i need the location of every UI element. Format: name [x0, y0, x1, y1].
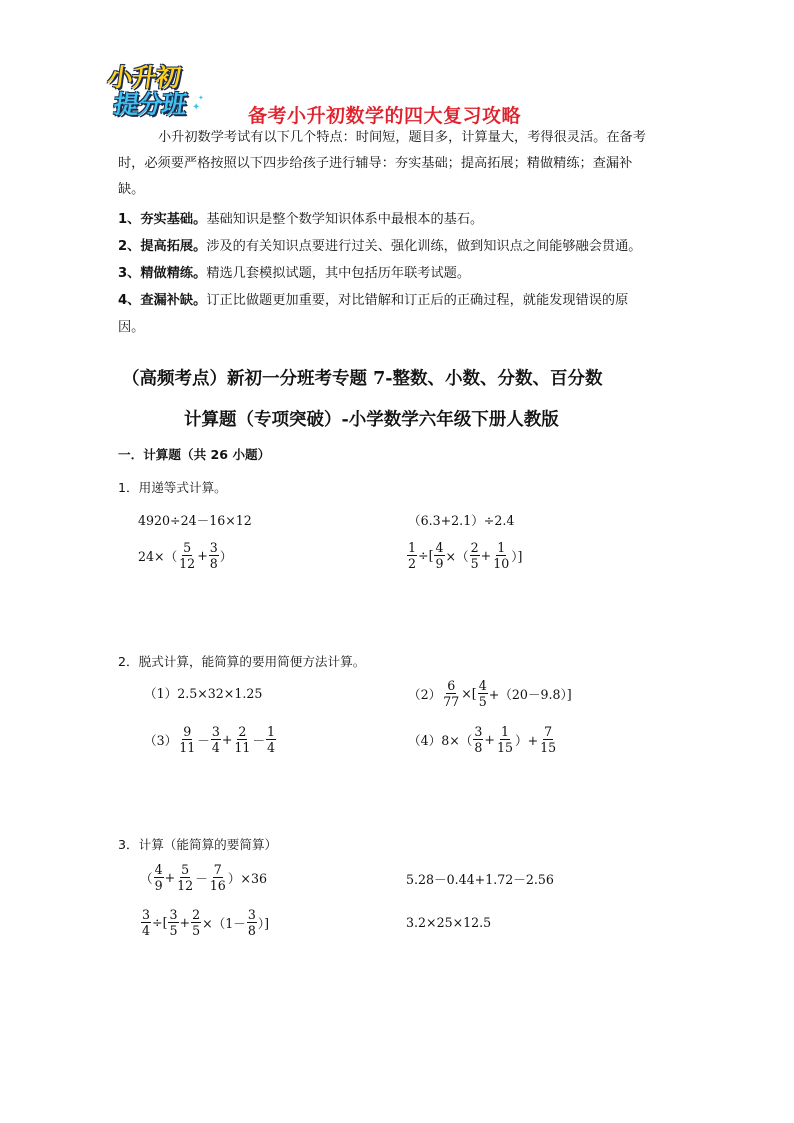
tip-text: 涉及的有关知识点要进行过关、强化训练，做到知识点之间能够融会贯通。: [206, 239, 642, 254]
logo: [104, 58, 206, 119]
tip-3: [118, 261, 470, 287]
q2-expr-a: （1）2.5×32×1.25: [144, 686, 263, 701]
fraction: [176, 862, 194, 893]
math-text: 24×（: [138, 549, 178, 564]
doc-title-line2: 计算题（专项突破）-小学数学六年级下册人教版: [184, 410, 559, 430]
numerator: 7: [544, 724, 553, 739]
fraction: [442, 678, 460, 709]
fraction: [492, 540, 510, 571]
denominator: 12: [177, 878, 194, 893]
tip-label: 4、查漏补缺。: [118, 293, 207, 308]
math-text: ）+: [514, 733, 539, 748]
q2-prompt: 2．脱式计算，能简算的要用简便方法计算。: [118, 654, 366, 669]
fraction: [473, 724, 483, 755]
math-text: ÷[: [152, 915, 168, 930]
fraction: [141, 907, 151, 938]
q3-expr-d: 3.2×25×12.5: [406, 915, 492, 930]
tip-1: [118, 207, 483, 233]
q2-expr-d: [408, 724, 558, 755]
numerator: 6: [447, 678, 456, 693]
numerator: 4: [435, 540, 444, 555]
denominator: 5: [169, 923, 178, 938]
numerator: 5: [183, 540, 192, 555]
fraction: [434, 540, 444, 571]
denominator: 11: [234, 740, 251, 755]
math-text: （: [140, 871, 153, 886]
fraction: [211, 724, 221, 755]
denominator: 9: [435, 556, 444, 571]
denominator: 15: [540, 740, 557, 755]
fraction: [233, 724, 251, 755]
fraction: [209, 862, 227, 893]
numerator: 3: [169, 907, 178, 922]
q1-expr-d: [406, 540, 522, 571]
q1-prompt: 1．用递等式计算。: [118, 480, 227, 495]
q1-expr-c: [138, 540, 232, 571]
denominator: 5: [478, 694, 487, 709]
fraction: [496, 724, 514, 755]
intro-line2: 时，必须要严格按照以下四步给孩子进行辅导：夯实基础；提高拓展；精做精练；查漏补: [118, 156, 633, 171]
sparkle-icon: ✦: [198, 94, 204, 102]
logo-line2: 提分班: [111, 90, 188, 119]
math-op: －: [252, 733, 266, 748]
math-text: （2）: [408, 687, 442, 702]
fraction: [247, 907, 257, 938]
math-op: +: [484, 732, 495, 747]
math-text: +（20－9.8）]: [488, 687, 572, 702]
denominator: 77: [443, 694, 460, 709]
fraction: [470, 540, 480, 571]
math-op: －: [195, 871, 208, 886]
tip-text: 基础知识是整个数学知识体系中最根本的基石。: [206, 212, 484, 227]
q3-expr-b: 5.28－0.44+1.72－2.56: [406, 872, 554, 887]
fraction: [154, 862, 164, 893]
tip-label: 1、夯实基础。: [118, 212, 207, 227]
math-text: ×（1－: [202, 916, 246, 931]
denominator: 2: [408, 556, 417, 571]
math-op: +: [179, 915, 191, 930]
tip-4: [118, 288, 628, 314]
denominator: 8: [474, 740, 483, 755]
math-op: +: [197, 548, 208, 563]
logo-line1: 小升初: [105, 63, 182, 92]
denominator: 8: [209, 556, 218, 571]
math-op: －: [197, 733, 210, 748]
q1-expr-a: 4920÷24－16×12: [138, 513, 252, 528]
q2-expr-b: [408, 678, 572, 709]
denominator: 4: [142, 923, 151, 938]
numerator: 3: [247, 907, 256, 922]
sparkle-icon: ✦: [192, 102, 201, 113]
q3-prompt: 3．计算（能简算的要简算）: [118, 837, 278, 852]
numerator: 4: [154, 862, 163, 877]
numerator: 5: [181, 862, 190, 877]
denominator: 4: [267, 740, 276, 755]
fraction: [178, 724, 196, 755]
fraction: [539, 724, 557, 755]
tip-4-cont: 因。: [118, 320, 145, 335]
q2-expr-c: [144, 724, 277, 755]
math-text: ÷[: [418, 548, 434, 563]
denominator: 12: [179, 556, 196, 571]
tip-label: 2、提高拓展。: [118, 239, 207, 254]
denominator: 11: [179, 740, 196, 755]
numerator: 2: [192, 907, 201, 922]
numerator: 1: [267, 724, 276, 739]
numerator: 1: [408, 540, 417, 555]
denominator: 4: [211, 740, 220, 755]
numerator: 1: [500, 724, 509, 739]
fraction: [191, 907, 201, 938]
denominator: 9: [154, 878, 163, 893]
math-text: ）: [219, 549, 233, 564]
denominator: 5: [192, 923, 201, 938]
numerator: 3: [142, 907, 151, 922]
fraction: [478, 678, 488, 709]
fraction: [407, 540, 417, 571]
math-text: ）×36: [227, 871, 267, 886]
denominator: 5: [470, 556, 479, 571]
math-op: +: [164, 870, 176, 885]
numerator: 7: [213, 862, 222, 877]
numerator: 3: [211, 724, 220, 739]
tip-label: 3、精做精练。: [118, 266, 207, 281]
numerator: 3: [209, 540, 218, 555]
math-text: ）]: [257, 916, 270, 931]
fraction: [209, 540, 219, 571]
numerator: 9: [183, 724, 192, 739]
fraction: [168, 907, 178, 938]
math-text: （3）: [144, 733, 178, 748]
doc-title-line1: （高频考点）新初一分班考专题 7-整数、小数、分数、百分数: [122, 369, 603, 389]
fraction: [266, 724, 276, 755]
q1-expr-b: （6.3+2.1）÷2.4: [408, 513, 515, 528]
numerator: 4: [478, 678, 487, 693]
denominator: 8: [247, 923, 256, 938]
math-text: ）]: [511, 549, 523, 564]
math-op: +: [480, 548, 492, 563]
tip-text: 订正比做题更加重要，对比错解和订正后的正确过程，就能发现错误的原: [206, 293, 629, 308]
math-text: ×[: [461, 686, 477, 701]
numerator: 2: [238, 724, 247, 739]
math-op: +: [221, 732, 233, 747]
denominator: 16: [209, 878, 226, 893]
fraction: [178, 540, 196, 571]
q3-expr-a: [140, 862, 267, 893]
math-text: （4）8×（: [408, 733, 473, 748]
tip-text: 精选几套模拟试题，其中包括历年联考试题。: [206, 266, 471, 281]
headline: 备考小升初数学的四大复习攻略: [248, 105, 522, 127]
numerator: 3: [474, 724, 483, 739]
numerator: 2: [470, 540, 479, 555]
section-heading: 一．计算题（共 26 小题）: [118, 447, 271, 462]
denominator: 15: [496, 740, 513, 755]
numerator: 1: [497, 540, 506, 555]
q3-expr-c: [140, 907, 269, 938]
math-text: ×（: [445, 549, 469, 564]
tip-2: [118, 234, 642, 260]
intro-line1: 小升初数学考试有以下几个特点：时间短，题目多，计算量大，考得很灵活。在备考: [158, 130, 646, 145]
intro-line3: 缺。: [118, 182, 145, 197]
denominator: 10: [493, 556, 510, 571]
